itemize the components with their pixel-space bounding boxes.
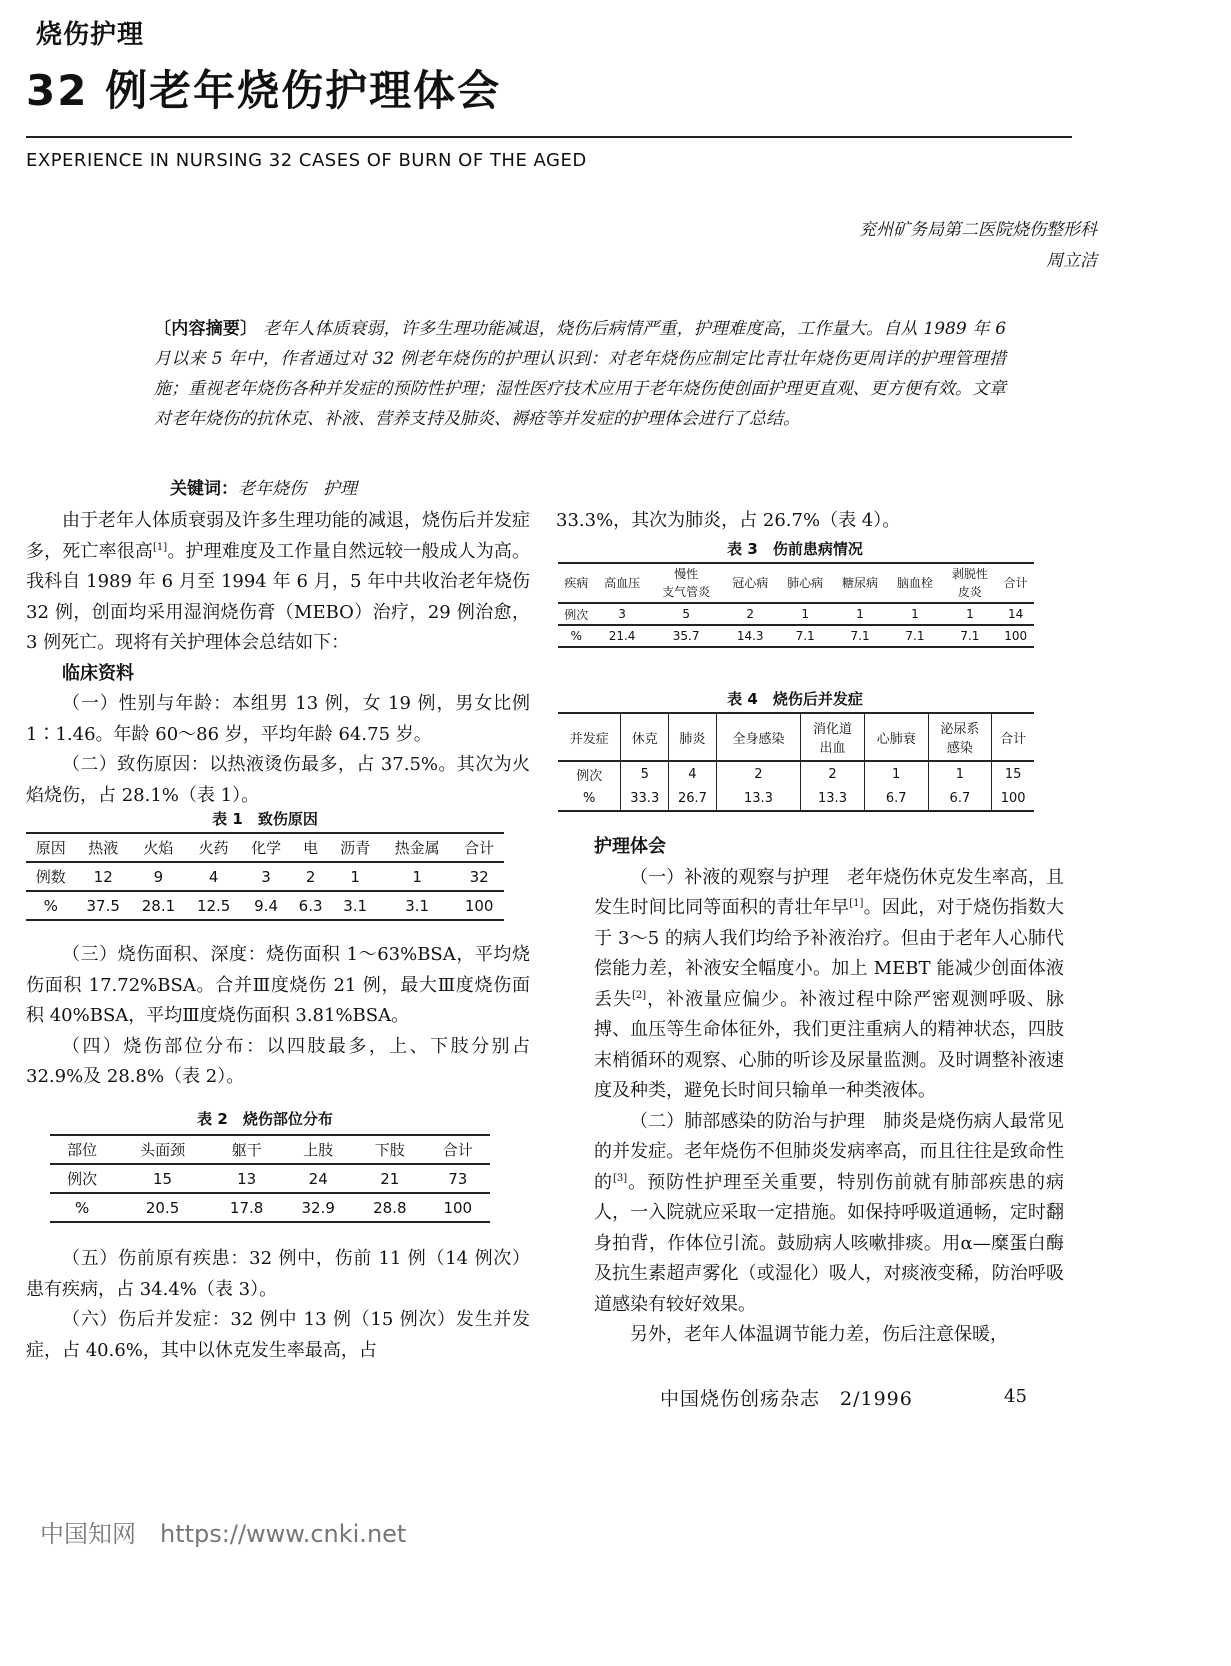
para-fluid: （一）补液的观察与护理 老年烧伤休克发生率高，且发生时间比同等面积的青壮年早[1]。因此，对于烧伤指数大于 3～5 的病人我们均给予补液治疗。但由于老年人心肺代偿能力差，补液安全幅度小。加上 MEBT 能减少创面体液丢失[2]，补液量应偏少。补液过程中除严密观测呼吸、脉搏、血压等生命体征外，我们更注重病人的精神状态，四肢末梢循环的观察、心肺的听诊及尿量监测。及时调整补液速度及种类，避免长时间只输单一种类液体。 bbox=[594, 866, 1065, 1101]
table2-caption: 表 2 烧伤部位分布 bbox=[197, 1110, 333, 1128]
para-complication: （六）伤后并发症：32 例中 13 例（15 例次）发生并发症，占 40.6%，其中以休克发生率最高，占 bbox=[26, 1309, 530, 1361]
table-row: 例次 3 5 2 1 1 1 1 14 bbox=[558, 603, 1034, 625]
keywords bbox=[170, 474, 357, 499]
table3-header: 疾病 高血压 慢性 支气管炎 冠心病 肺心病 糖尿病 脑血栓 剥脱性 皮炎 合计 bbox=[558, 563, 1034, 603]
para-sex-age: （一）性别与年龄：本组男 13 例，女 19 例，男女比例 1∶1.46。年龄 60～86 岁，平均年龄 64.75 岁。 bbox=[26, 693, 530, 745]
left-column-3 bbox=[26, 1244, 530, 1366]
left-column bbox=[26, 506, 530, 811]
table3 bbox=[558, 562, 1034, 648]
para-site: （四）烧伤部位分布：以四肢最多，上、下肢分别占 32.9%及 28.8%（表 2）。 bbox=[26, 1035, 530, 1087]
para-cont: 33.3%，其次为肺炎，占 26.7%（表 4）。 bbox=[556, 510, 901, 531]
para-warmth: 另外，老年人体温调节能力差，伤后注意保暖， bbox=[630, 1324, 1008, 1345]
para-area: （三）烧伤面积、深度：烧伤面积 1～63%BSA，平均烧伤面积 17.72%BSA。合并Ⅲ度烧伤 21 例，最大Ⅲ度烧伤面积 40%BSA，平均Ⅲ度烧伤面积 3.81%BSA。 bbox=[26, 944, 530, 1026]
abstract-text: 老年人体质衰弱，许多生理功能减退，烧伤后病情严重，护理难度高，工作量大。自从 1989 年 6 月以来 5 年中，作者通过对 32 例老年烧伤的护理认识到：对老年烧伤应制定比青壮年烧伤更周详的护理管理措施；重视老年烧伤各种并发症的预防性护理；湿性医疗技术应用于老年烧伤使创面护理更直观、更方便有效。文章对老年烧伤的抗休克、补液、营养支持及肺炎、褥疮等并发症的护理体会进行了总结。 bbox=[154, 319, 1007, 429]
article-title: 32 例老年烧伤护理体会 bbox=[26, 66, 502, 115]
table1-header: 原因 热液 火焰 火药 化学 电 沥青 热金属 合计 bbox=[26, 833, 504, 862]
table4-caption: 表 4 烧伤后并发症 bbox=[727, 690, 863, 708]
table-row: % 20.5 17.8 32.9 28.8 100 bbox=[50, 1193, 490, 1222]
table2-header: 部位 头面颈 躯干 上肢 下肢 合计 bbox=[50, 1135, 490, 1164]
abstract bbox=[154, 314, 1006, 434]
left-column-2 bbox=[26, 940, 530, 1093]
right-column-top bbox=[556, 506, 1060, 537]
ref-1[interactable]: [1] bbox=[153, 541, 168, 553]
affiliation: 兖州矿务局第二医院烧伤整形科 bbox=[859, 220, 1097, 240]
table1 bbox=[26, 832, 504, 921]
heading-nursing: 护理体会 bbox=[594, 836, 666, 857]
table-row: % 21.4 35.7 14.3 7.1 7.1 7.1 7.1 100 bbox=[558, 625, 1034, 647]
abstract-label: 〔内容摘要〕 bbox=[154, 319, 258, 339]
heading-clinical: 临床资料 bbox=[62, 662, 134, 684]
table2 bbox=[50, 1134, 490, 1223]
table-row: 例次 15 13 24 21 73 bbox=[50, 1164, 490, 1193]
table-row: 例数 12 9 4 3 2 1 1 32 bbox=[26, 862, 504, 891]
keywords-text: 老年烧伤 护理 bbox=[238, 479, 357, 499]
english-title: EXPERIENCE IN NURSING 32 CASES OF BURN OF THE AGED bbox=[26, 150, 587, 171]
para-prior-disease: （五）伤前原有疾患：32 例中，伤前 11 例（14 例次）患有疾病，占 34.4%（表 3）。 bbox=[26, 1248, 530, 1300]
author: 周立洁 bbox=[1046, 251, 1097, 271]
right-column-nursing bbox=[594, 832, 1064, 1351]
cnki-watermark[interactable]: 中国知网 https://www.cnki.net bbox=[40, 1520, 407, 1548]
keywords-label: 关键词： bbox=[170, 479, 238, 499]
section-tag: 烧伤护理 bbox=[36, 20, 145, 50]
title-rule bbox=[26, 136, 1072, 138]
para-lung: （二）肺部感染的防治与护理 肺炎是烧伤病人最常见的并发症。老年烧伤不但肺炎发病率高，而且往往是致命性的[3]。预防性护理至关重要，特别伤前就有肺部疾患的病人，一入院就应采取一定措施。如保持呼吸道通畅，定时翻身拍背，作体位引流。鼓励病人咳嗽排痰。用α—糜蛋白酶及抗生素超声雾化（或湿化）吸人，对痰液变稀，防治呼吸道感染有较好效果。 bbox=[594, 1110, 1065, 1315]
table1-caption: 表 1 致伤原因 bbox=[212, 810, 318, 828]
table-row: 例次 5 4 2 2 1 1 15 bbox=[558, 761, 1034, 786]
para-cause: （二）致伤原因：以热液烫伤最多，占 37.5%。其次为火焰烧伤，占 28.1%（表 1）。 bbox=[26, 754, 530, 806]
intro-paragraph: 由于老年人体质衰弱及许多生理功能的减退，烧伤后并发症多，死亡率很高[1]。护理难度及工作量自然远较一般成人为高。我科自 1989 年 6 月至 1994 年 6 月，5 年中共收治老年烧伤 32 例，创面均采用湿润烧伤膏（MEBO）治疗，29 例治愈，3 例死亡。现将有关护理体会总结如下： bbox=[26, 510, 531, 653]
table4-header: 并发症 休克 肺炎 全身感染 消化道 出血 心肺衰 泌尿系 感染 合计 bbox=[558, 713, 1034, 761]
ref-2[interactable]: [2] bbox=[632, 989, 647, 1001]
table3-caption: 表 3 伤前患病情况 bbox=[727, 540, 863, 558]
ref-3[interactable]: [3] bbox=[613, 1172, 628, 1184]
ref-1[interactable]: [1] bbox=[849, 898, 864, 909]
page-number: 45 bbox=[1004, 1386, 1027, 1407]
table4 bbox=[558, 712, 1034, 812]
journal-footer: 中国烧伤创疡杂志 2/1996 bbox=[660, 1388, 913, 1410]
table-row: % 33.3 26.7 13.3 13.3 6.7 6.7 100 bbox=[558, 786, 1034, 811]
table-row: % 37.5 28.1 12.5 9.4 6.3 3.1 3.1 100 bbox=[26, 891, 504, 920]
